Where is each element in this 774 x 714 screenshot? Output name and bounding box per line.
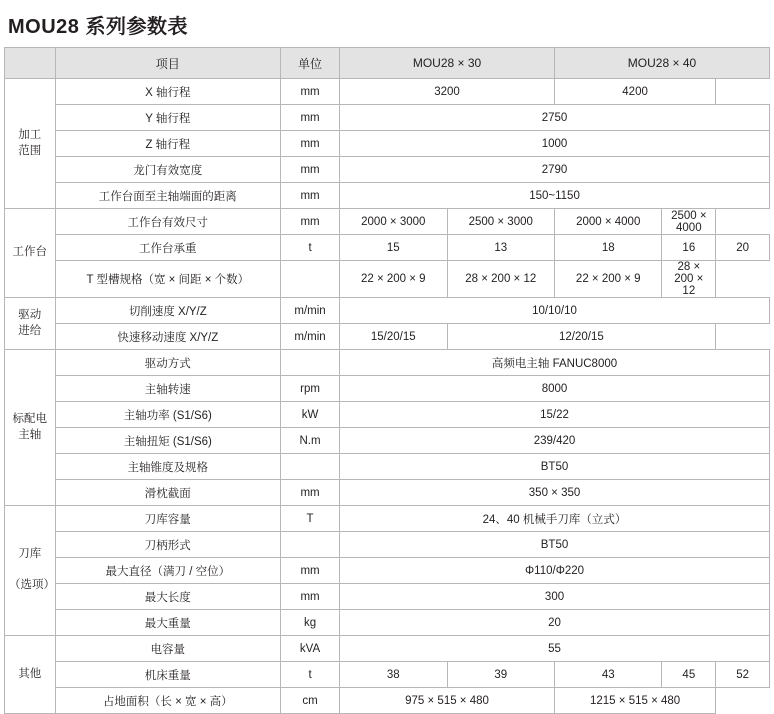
row-unit: mm xyxy=(281,131,340,157)
row-item-label: 主轴功率 (S1/S6) xyxy=(55,402,280,428)
table-row xyxy=(5,235,770,261)
header-group-spacer xyxy=(5,48,56,79)
row-value: 22 × 200 × 9 xyxy=(554,261,661,298)
row-unit: mm xyxy=(281,480,340,506)
row-value: BT50 xyxy=(340,532,770,558)
table-row xyxy=(5,584,770,610)
row-group-label: 标配电 主轴 xyxy=(5,350,56,506)
row-item-label: Z 轴行程 xyxy=(55,131,280,157)
table-row xyxy=(5,350,770,376)
row-value: 12/20/15 xyxy=(447,324,716,350)
row-value: 43 xyxy=(554,662,661,688)
row-value: 20 xyxy=(340,610,770,636)
row-group-label: 驱动 进给 xyxy=(5,298,56,350)
row-unit: m/min xyxy=(281,324,340,350)
row-value: 350 × 350 xyxy=(340,480,770,506)
row-item-label: 主轴转速 xyxy=(55,376,280,402)
row-unit: m/min xyxy=(281,298,340,324)
row-value: 2790 xyxy=(340,157,770,183)
header-unit: 单位 xyxy=(281,48,340,79)
table-header xyxy=(5,48,770,79)
row-unit: N.m xyxy=(281,428,340,454)
row-value: 39 xyxy=(447,662,554,688)
table-row xyxy=(5,209,770,235)
row-value: 45 xyxy=(662,662,716,688)
row-value: 4200 xyxy=(554,79,715,105)
table-row xyxy=(5,480,770,506)
row-unit xyxy=(281,350,340,376)
row-value: BT50 xyxy=(340,454,770,480)
row-unit: mm xyxy=(281,105,340,131)
row-unit: T xyxy=(281,506,340,532)
row-value: 239/420 xyxy=(340,428,770,454)
row-unit: t xyxy=(281,662,340,688)
row-value: 55 xyxy=(340,636,770,662)
row-item-label: 工作台面至主轴端面的距离 xyxy=(55,183,280,209)
row-unit xyxy=(281,261,340,298)
row-item-label: 主轴锥度及规格 xyxy=(55,454,280,480)
table-row xyxy=(5,157,770,183)
row-item-label: T 型槽规格（宽 × 间距 × 个数） xyxy=(55,261,280,298)
table-row xyxy=(5,324,770,350)
table-row xyxy=(5,688,770,714)
row-value: 3200 xyxy=(340,79,555,105)
row-value: 22 × 200 × 9 xyxy=(340,261,447,298)
row-unit: mm xyxy=(281,183,340,209)
header-model-a: MOU28 × 30 xyxy=(340,48,555,79)
row-unit xyxy=(281,454,340,480)
row-item-label: 切削速度 X/Y/Z xyxy=(55,298,280,324)
table-row xyxy=(5,298,770,324)
row-value: 2500 × 4000 xyxy=(662,209,716,235)
row-item-label: 龙门有效宽度 xyxy=(55,157,280,183)
row-item-label: 最大重量 xyxy=(55,610,280,636)
row-unit: rpm xyxy=(281,376,340,402)
row-unit: kVA xyxy=(281,636,340,662)
row-item-label: 主轴扭矩 (S1/S6) xyxy=(55,428,280,454)
row-group-label: 其他 xyxy=(5,636,56,714)
table-row xyxy=(5,506,770,532)
row-value: 1000 xyxy=(340,131,770,157)
row-value: Φ110/Φ220 xyxy=(340,558,770,584)
row-unit: t xyxy=(281,235,340,261)
row-item-label: 刀柄形式 xyxy=(55,532,280,558)
row-group-label: 刀库 （选项） xyxy=(5,506,56,636)
row-value: 2000 × 4000 xyxy=(554,209,661,235)
row-item-label: 机床重量 xyxy=(55,662,280,688)
row-value: 10/10/10 xyxy=(340,298,770,324)
row-value: 20 xyxy=(716,235,770,261)
header-model-b: MOU28 × 40 xyxy=(554,48,769,79)
table-row xyxy=(5,454,770,480)
page-title: MOU28 系列参数表 xyxy=(8,16,188,38)
table-body xyxy=(5,79,770,714)
table-row xyxy=(5,131,770,157)
header-row xyxy=(5,48,770,79)
row-unit: cm xyxy=(281,688,340,714)
specification-table xyxy=(4,47,770,714)
row-item-label: 滑枕截面 xyxy=(55,480,280,506)
table-row xyxy=(5,662,770,688)
table-row xyxy=(5,402,770,428)
row-item-label: Y 轴行程 xyxy=(55,105,280,131)
row-value: 150~1150 xyxy=(340,183,770,209)
row-item-label: 快速移动速度 X/Y/Z xyxy=(55,324,280,350)
row-item-label: 工作台有效尺寸 xyxy=(55,209,280,235)
row-value: 24、40 机械手刀库（立式） xyxy=(340,506,770,532)
row-value: 高频电主轴 FANUC8000 xyxy=(340,350,770,376)
row-item-label: 刀库容量 xyxy=(55,506,280,532)
row-value: 15/22 xyxy=(340,402,770,428)
row-item-label: 最大直径（满刀 / 空位） xyxy=(55,558,280,584)
row-unit: kg xyxy=(281,610,340,636)
table-row xyxy=(5,532,770,558)
row-value: 18 xyxy=(554,235,661,261)
table-row xyxy=(5,183,770,209)
row-item-label: 占地面积（长 × 宽 × 高） xyxy=(55,688,280,714)
table-row xyxy=(5,610,770,636)
row-value: 2500 × 3000 xyxy=(447,209,554,235)
row-item-label: 电容量 xyxy=(55,636,280,662)
row-value: 15/20/15 xyxy=(340,324,447,350)
row-value: 52 xyxy=(716,662,770,688)
row-item-label: 最大长度 xyxy=(55,584,280,610)
row-unit: mm xyxy=(281,584,340,610)
row-value: 28 × 200 × 12 xyxy=(662,261,716,298)
row-unit: mm xyxy=(281,157,340,183)
row-group-label: 加工 范围 xyxy=(5,79,56,209)
row-value: 38 xyxy=(340,662,447,688)
table-row xyxy=(5,105,770,131)
row-unit: mm xyxy=(281,209,340,235)
table-row xyxy=(5,261,770,298)
row-unit xyxy=(281,532,340,558)
row-value: 16 xyxy=(662,235,716,261)
table-row xyxy=(5,376,770,402)
table-row xyxy=(5,636,770,662)
row-value: 2750 xyxy=(340,105,770,131)
row-value: 1215 × 515 × 480 xyxy=(554,688,715,714)
row-value: 15 xyxy=(340,235,447,261)
row-value: 28 × 200 × 12 xyxy=(447,261,554,298)
row-value: 300 xyxy=(340,584,770,610)
row-value: 8000 xyxy=(340,376,770,402)
header-item: 项目 xyxy=(55,48,280,79)
row-value: 2000 × 3000 xyxy=(340,209,447,235)
table-row xyxy=(5,79,770,105)
row-value: 13 xyxy=(447,235,554,261)
row-item-label: X 轴行程 xyxy=(55,79,280,105)
row-unit: mm xyxy=(281,79,340,105)
row-item-label: 工作台承重 xyxy=(55,235,280,261)
table-row xyxy=(5,558,770,584)
row-item-label: 驱动方式 xyxy=(55,350,280,376)
row-unit: kW xyxy=(281,402,340,428)
table-row xyxy=(5,428,770,454)
row-unit: mm xyxy=(281,558,340,584)
row-group-label: 工作台 xyxy=(5,209,56,298)
row-value: 975 × 515 × 480 xyxy=(340,688,555,714)
